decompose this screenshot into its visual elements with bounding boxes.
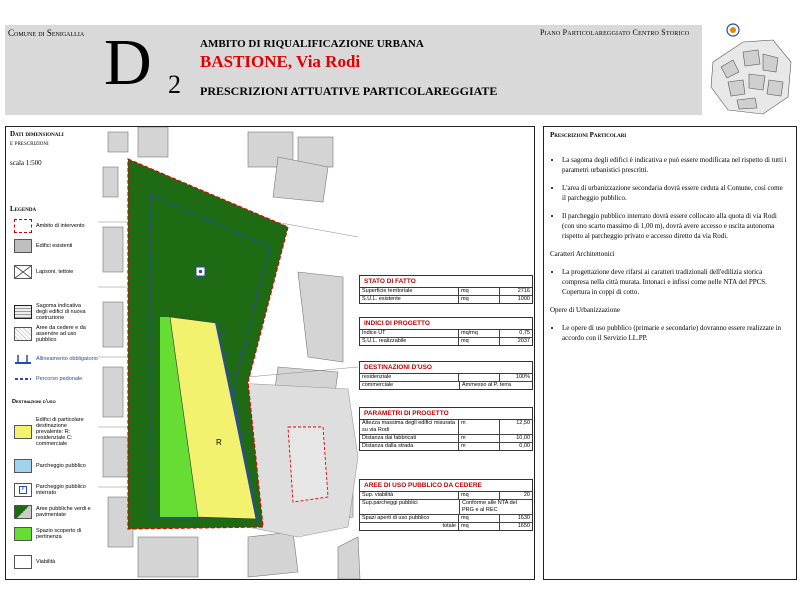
boundary-swatch	[14, 219, 32, 233]
legend-item	[14, 555, 55, 569]
subsection-heading: Caratteri Architettonici	[550, 250, 615, 258]
legend-item	[14, 417, 92, 447]
ambito-heading: AMBITO DI RIQUALIFICAZIONE URBANA	[200, 38, 424, 50]
public-green-swatch	[14, 505, 32, 519]
legend-title: Legenda	[10, 205, 37, 213]
table-title: INDICI DI PROGETTO	[360, 318, 532, 330]
table-title: STATO DI FATTO	[360, 276, 532, 288]
section-title: Dati dimensionali	[10, 130, 64, 138]
plan-name: Piano Particolareggiato Centro Storico	[540, 28, 690, 37]
destinazioni-uso-table	[359, 361, 533, 390]
legend-item	[14, 219, 85, 233]
document-subtitle: PRESCRIZIONI ATTUATIVE PARTICOLAREGGIATE	[200, 84, 498, 98]
section-subtitle: e prescrizioni	[10, 139, 49, 147]
area-code-letter: D	[104, 26, 152, 99]
legend-item	[14, 325, 94, 343]
table-row: residenziale 100%	[362, 374, 530, 380]
legend-label: Sagoma indicativa degli edifici di nuova costruzione	[36, 303, 86, 321]
legend-label: Percorso pedonale	[36, 376, 83, 382]
building-label-r: R	[216, 438, 222, 447]
parametri-progetto-table	[359, 407, 533, 451]
key-map	[703, 22, 795, 122]
new-building-swatch	[14, 305, 32, 319]
road-swatch	[14, 555, 32, 569]
parking-icon: P	[19, 486, 27, 494]
legend-label: Viabilità	[36, 559, 56, 565]
legend-item	[14, 303, 94, 321]
underground-parking-swatch	[14, 483, 32, 497]
table-title: PARAMETRI DI PROGETTO	[360, 408, 532, 420]
legend-label: Edifici esistenti	[36, 243, 73, 249]
legend-item	[14, 527, 92, 541]
legend-item	[14, 239, 72, 253]
table-row: S.U.L. realizzabile mq 2037	[362, 338, 530, 344]
table-row: Sup. viabilità mq 20	[362, 492, 530, 498]
legend-item	[14, 459, 92, 473]
legend-label: Aree pubbliche verdi e pavimentate	[36, 506, 91, 518]
prescription-item: • La sagoma degli edifici è indicativa e può essere modificata nel rispetto di tutti i parametri urbanistici prescritti.	[562, 155, 788, 175]
table-row: Sup.parcheggi pubblici Conforme alle NTA del PRG e al REC	[360, 500, 532, 515]
prescriptions-panel	[543, 126, 797, 580]
scale-label: scala 1:500	[10, 159, 42, 167]
area-code-number: 2	[168, 70, 181, 99]
table-row: Superficie territoriale mq 2716	[362, 288, 530, 294]
legend-label: Lapsoni, tettoie	[36, 269, 74, 275]
legend-label: Edifici di particolare destinazione prevalente: R: residenziale C: commerciale	[36, 417, 84, 447]
prescriptions-body	[548, 155, 788, 351]
table-row: commerciale Ammesso al P. terra	[362, 382, 512, 388]
parking-swatch	[14, 459, 32, 473]
table-row: Spazi aperti di uso pubblico mq 1630	[362, 515, 530, 521]
alignment-swatch	[14, 353, 32, 365]
cross-swatch	[14, 265, 32, 279]
destinations-legend-title: Destinazioni d'uso	[12, 399, 56, 405]
prescription-item: • La progettazione deve rifarsi ai caratteri tradizionali dell'edilizia storica compresa nella città murata. Intonaci e infissi come nelle NTA del PPCS. Copertura in coppi di cotto.	[562, 267, 788, 297]
legend-label: Parcheggio pubblico interrato	[36, 484, 86, 496]
table-row: Distanza dalla strada m 0,00	[362, 443, 530, 449]
legend-label: Spazio scoperto di pertinenza	[36, 528, 82, 540]
existing-building-swatch	[14, 239, 32, 253]
stato-di-fatto-table	[359, 275, 533, 304]
prescription-item: • L'area di urbanizzazione secondaria dovrà essere ceduta al Comune, così come il parcheggio pubblico.	[562, 183, 788, 203]
legend-item	[14, 265, 73, 279]
legend-label: Allineamento obbligatorio	[36, 356, 98, 362]
prescription-item: • Il parcheggio pubblico interrato dovrà essere collocato alla quota di via Rodi (con uno scarto massimo di 1,00 m), dovrà avere accesso e uscita autonoma rispetto al parcheggio privato e accesso diretto da via Rodi.	[562, 211, 788, 241]
place-title: BASTIONE, Via Rodi	[200, 52, 361, 71]
path-swatch	[14, 373, 32, 385]
table-row: Indice UT mq/mq 0,75	[362, 330, 530, 336]
legend-item	[14, 483, 92, 497]
table-title: DESTINAZIONI D'USO	[360, 362, 532, 374]
legend-label: Ambito di intervento	[36, 223, 85, 229]
legend-item	[14, 373, 82, 385]
aree-uso-pubblico-table	[359, 479, 533, 531]
table-row: Distanza dai fabbricati m 10,00	[362, 435, 530, 441]
city-name: Comune di Senigallia	[8, 28, 85, 38]
subsection-heading: Opere di Urbanizzazione	[550, 306, 620, 314]
legend-label: Aree da cedere e da asservire ad uso pubblico	[36, 325, 86, 343]
map-panel	[5, 126, 535, 580]
public-area-swatch	[14, 327, 32, 341]
legend-item	[14, 353, 98, 365]
open-space-swatch	[14, 527, 32, 541]
table-title: AREE DI USO PUBBLICO DA CEDERE	[360, 480, 532, 492]
prescription-item: • Le opere di uso pubblico (primarie e secondarie) dovranno essere realizzate in accordo con il Servizio LL.PP.	[562, 323, 788, 343]
indici-di-progetto-table	[359, 317, 533, 346]
table-row: S.U.L. esistente mq 1000	[362, 296, 530, 302]
legend-label: Parcheggio pubblico	[36, 463, 86, 469]
prescriptions-title: Prescrizioni Particolari	[550, 131, 627, 139]
table-row: Altezza massima degli edifici misurata su via Rodi m 12,50	[362, 420, 530, 433]
residential-swatch	[14, 425, 32, 439]
legend-item	[14, 505, 92, 519]
table-row: totale mq 1650	[360, 523, 532, 530]
